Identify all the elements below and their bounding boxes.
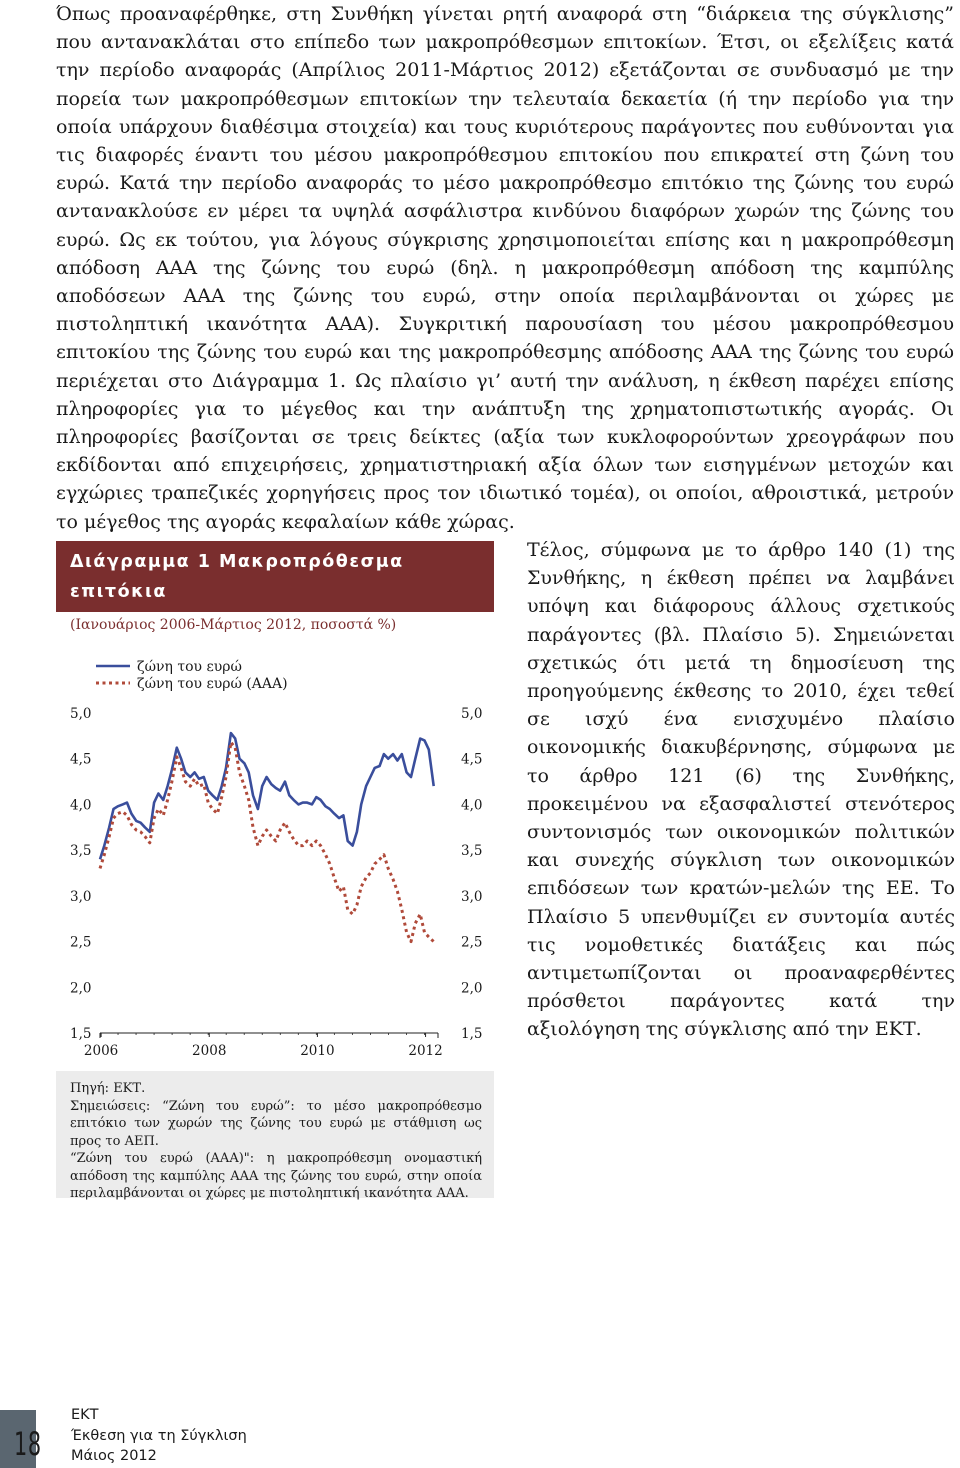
- chart-box: [56, 541, 494, 1201]
- y-tick-label-right: 2,0: [461, 980, 483, 997]
- footer-org: ΕΚΤ: [71, 1407, 99, 1423]
- chart-note-1: Σημειώσεις: “Ζώνη του ευρώ”: το μέσο μακροπρόθεσμο επιτόκιο των χωρών της ζώνης του ευρώ με στάθμιση ως προς το ΑΕΠ.: [70, 1098, 482, 1149]
- y-tick-label-right: 5,0: [461, 706, 483, 722]
- y-tick-label-left: 2,0: [70, 980, 92, 997]
- x-tick-label: 2008: [192, 1043, 227, 1059]
- y-tick-label-left: 3,0: [70, 888, 92, 905]
- y-tick-label-right: 3,0: [461, 888, 483, 905]
- y-tick-label-right: 3,5: [461, 843, 483, 860]
- chart-source: Πηγή: ΕΚΤ.: [70, 1081, 146, 1096]
- chart-subtitle: (Ιανουάριος 2006-Μάρτιος 2012, ποσοστά %): [70, 617, 397, 633]
- y-tick-label-right: 4,0: [461, 797, 483, 814]
- y-tick-label-left: 2,5: [70, 934, 92, 951]
- line-chart: [56, 541, 494, 1071]
- y-tick-label-left: 3,5: [70, 843, 92, 860]
- x-tick-label: 2010: [300, 1043, 335, 1059]
- chart-notes: [70, 1080, 482, 1203]
- y-tick-label-left: 5,0: [70, 706, 92, 722]
- legend-label-euro-area: ζώνη του ευρώ: [137, 659, 242, 675]
- y-tick-label-right: 4,5: [461, 751, 483, 768]
- page-number: 18: [14, 1425, 42, 1463]
- x-tick-label: 2012: [408, 1043, 443, 1059]
- y-tick-label-left: 4,5: [70, 751, 92, 768]
- y-tick-label-left: 4,0: [70, 797, 92, 814]
- series-line-euro-area-aaa: [100, 742, 434, 941]
- series-line-euro-area: [100, 733, 434, 859]
- chart-title: Διάγραμμα 1 Μακροπρόθεσμα επιτόκια: [56, 541, 494, 612]
- y-tick-label-right: 2,5: [461, 934, 483, 951]
- footer-report: Έκθεση για τη Σύγκλιση: [71, 1427, 247, 1444]
- footer-date: Μάιος 2012: [71, 1448, 157, 1464]
- y-tick-label-right: 1,5: [461, 1026, 483, 1042]
- body-paragraph-main: Όπως προαναφέρθηκε, στη Συνθήκη γίνεται ρητή αναφορά στη “διάρκεια της σύγκλισης” που αντανακλάται στο επίπεδο των μακροπρόθεσμων επιτοκίων. Έτσι, οι εξελίξεις κατά την περίοδο αναφοράς (Απρίλιος 2011-Μάρτιος 2012) εξετάζονται σε συνδυασμό με την πορεία των μακροπρόθεσμων επιτοκίων την τελευταία δεκαετία (ή την περίοδο για την οποία υπάρχουν διαθέσιμα στοιχεία) και τους κυριότερους παράγοντες που ευθύνονται για τις διαφορές έναντι του μέσου μακροπρόθεσμου επιτοκίου που επικρατεί στη ζώνη του ευρώ. Κατά την περίοδο αναφοράς το μέσο μακροπρόθεσμο επιτόκιο της ζώνης του ευρώ αντανακλούσε εν μέρει τα υψηλά ασφάλιστρα κινδύνου διαφόρων χωρών της ζώνης του ευρώ. Ως εκ τούτου, για λόγους σύγκρισης χρησιμοποιείται επίσης και η μακροπρόθεσμη απόδοση AAA της ζώνης του ευρώ (δηλ. η μακροπρόθεσμη απόδοση της καμπύλης αποδόσεων AAA της ζώνης του ευρώ, στην οποία περιλαμβάνονται οι χώρες με πιστοληπτική ικανότητα AAA). Συγκριτική παρουσίαση του μέσου μακροπρόθεσμου επιτοκίου της ζώνης του ευρώ και της μακροπρόθεσμης απόδοσης AAA της ζώνης του ευρώ περιέχεται στο Διάγραμμα 1. Ως πλαίσιο γι’ αυτή την ανάλυση, η έκθεση παρέχει επίσης πληροφορίες για το μέγεθος και την ανάπτυξη της χρηματοπιστωτικής αγοράς. Οι πληροφορίες βασίζονται σε τρεις δείκτες (αξία των κυκλοφορούντων χρεογράφων που εκδίδονται από επιχειρήσεις, χρηματιστηριακή αξία όλων των εισηγμένων μετοχών και εγχώριες τραπεζικές χορηγήσεις προς τον ιδιωτικό τομέα), οι οποίοι, αθροιστικά, μετρούν το μέγεθος της αγοράς κεφαλαίων κάθε χώρας.: [56, 3, 954, 533]
- legend-label-euro-area-aaa: ζώνη του ευρώ (ΑΑΑ): [137, 676, 288, 692]
- body-paragraph-right: Τέλος, σύμφωνα με το άρθρο 140 (1) της Συνθήκης, η έκθεση πρέπει να λαμβάνει υπόψη και διάφορους άλλους σχετικούς παράγοντες (βλ. Πλαίσιο 5). Σημειώνεται σχετικώς ότι μετά τη δημοσίευση της προηγούμενης έκθεσης το 2010, έχει τεθεί σε ισχύ ένα ενισχυμένο πλαίσιο οικονομικής διακυβέρνησης, σύμφωνα με το άρθρο 121 (6) της Συνθήκης, προκειμένου να εξασφαλιστεί στενότερος συντονισμός των οικονομικών πολιτικών και συνεχής σύγκλιση των οικονομικών επιδόσεων των κρατών-μελών της ΕΕ. Το Πλαίσιο 5 υπενθυμίζει εν συντομία αυτές τις νομοθετικές διατάξεις και πώς αντιμετωπίζονται οι προαναφερθέντες πρόσθετοι παράγοντες κατά την αξιολόγηση της σύγκλισης από την ΕΚΤ.: [527, 539, 955, 1041]
- chart-note-2: “Ζώνη του ευρώ (ΑΑΑ)": η μακροπρόθεσμη ονομαστική απόδοση της καμπύλης ΑΑΑ της ζώνης του ευρώ, στην οποία περιλαμβάνονται οι χώρες με πιστοληπτική ικανότητα ΑΑΑ.: [70, 1151, 482, 1201]
- footer-text: [71, 1405, 247, 1467]
- y-tick-label-left: 1,5: [70, 1026, 92, 1042]
- x-tick-label: 2006: [83, 1043, 119, 1059]
